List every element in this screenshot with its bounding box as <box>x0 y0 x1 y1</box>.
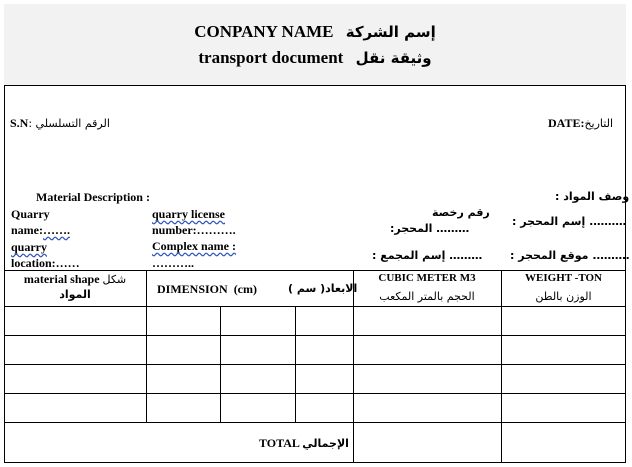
quarry-name-dots: ……. <box>43 223 70 237</box>
col-dimension-ar: الابعاد( سم ) <box>288 282 358 295</box>
complex-name-text: Complex name : <box>152 239 236 253</box>
quarry-name-label-2: name: <box>11 223 43 237</box>
document-title-en: transport document <box>198 48 344 67</box>
col-cubic-meter-en: CUBIC METER M3 <box>378 272 476 284</box>
col-weight-ar: الوزن بالطن <box>535 290 592 303</box>
quarry-renter-ar-field[interactable] <box>512 215 626 228</box>
license-ar-field[interactable] <box>390 222 469 235</box>
col-cubic-meter-ar: الحجم بالمتر المكعب <box>379 290 475 303</box>
quarry-name-label-1: Quarry <box>11 207 50 221</box>
quarry-location-label-2: location: <box>11 256 56 270</box>
quarry-location-ar-field[interactable] <box>510 249 630 262</box>
col-dimension-unit: (cm) <box>233 282 258 296</box>
company-title <box>4 22 626 42</box>
quarry-license-label-1 <box>152 207 225 222</box>
date-en: DATE: <box>548 116 585 130</box>
col-dimension-en: DIMENSION <box>157 282 228 296</box>
col-weight-en: WEIGHT -TON <box>525 272 602 284</box>
table-line-row-3 <box>4 393 626 394</box>
quarry-license-text: quarry license <box>152 207 225 221</box>
company-name-en: CONPANY NAME <box>194 22 334 41</box>
serial-number-field[interactable] <box>10 116 110 131</box>
material-description-label: Material Description : <box>36 190 150 204</box>
quarry-location-dots: …… <box>55 256 80 270</box>
total-label <box>259 436 349 451</box>
quarry-renter-ar: إسم المحجر : <box>512 215 586 228</box>
quarry-license-dots: ………. <box>196 223 236 237</box>
complex-ar-label: إسم المجمع : <box>372 249 446 262</box>
license-ar-label-1: رقم رخصة <box>432 206 490 219</box>
total-ar: الإجمالي <box>302 437 349 450</box>
license-ar-label-2: المحجر: <box>390 222 433 235</box>
table-line-top <box>4 270 626 271</box>
col-dimension <box>157 282 257 297</box>
document-header <box>4 4 626 86</box>
col-material-shape-ar-1: شكل <box>102 273 127 286</box>
col-material-shape-en: material shape <box>23 272 100 286</box>
quarry-location-field[interactable] <box>11 256 80 271</box>
quarry-location-label-1: quarry <box>11 240 47 254</box>
quarry-license-label-2: number: <box>152 223 197 237</box>
material-description-ar: وصف المواد : <box>555 190 630 203</box>
table-line-row-4 <box>4 422 626 423</box>
license-ar-dots: ……… <box>436 222 470 235</box>
complex-name-label <box>152 239 236 254</box>
col-material-shape <box>4 272 146 287</box>
company-name-ar: إسم الشركة <box>345 23 436 41</box>
date-field[interactable] <box>548 116 613 131</box>
document-title <box>4 48 626 68</box>
complex-name-dots[interactable]: ……….. <box>152 256 194 270</box>
serial-number-ar: الرقم التسلسلي : <box>28 117 110 130</box>
date-ar: التاريخ <box>584 117 614 130</box>
table-line-row-2 <box>4 364 626 365</box>
table-line-row-1 <box>4 335 626 336</box>
table-col-divider-3 <box>295 306 296 422</box>
complex-ar-dots: ……… <box>449 249 483 262</box>
quarry-location-ar: موقع المحجر : <box>510 249 589 262</box>
document-title-ar: وثيقة نقل <box>355 49 432 67</box>
quarry-renter-dots: ………. <box>589 215 627 228</box>
quarry-location-ar-dots: ………. <box>592 249 630 262</box>
serial-number-en: S.N <box>10 116 29 130</box>
quarry-name-field[interactable] <box>11 223 70 238</box>
complex-ar-field[interactable] <box>372 249 482 262</box>
table-col-divider-2 <box>220 306 221 422</box>
quarry-license-field[interactable] <box>152 223 236 238</box>
table-line-header-bottom <box>4 306 626 307</box>
col-material-shape-ar-2: المواد <box>59 288 91 301</box>
table-col-divider-1 <box>146 270 147 422</box>
total-en: TOTAL <box>259 436 300 450</box>
